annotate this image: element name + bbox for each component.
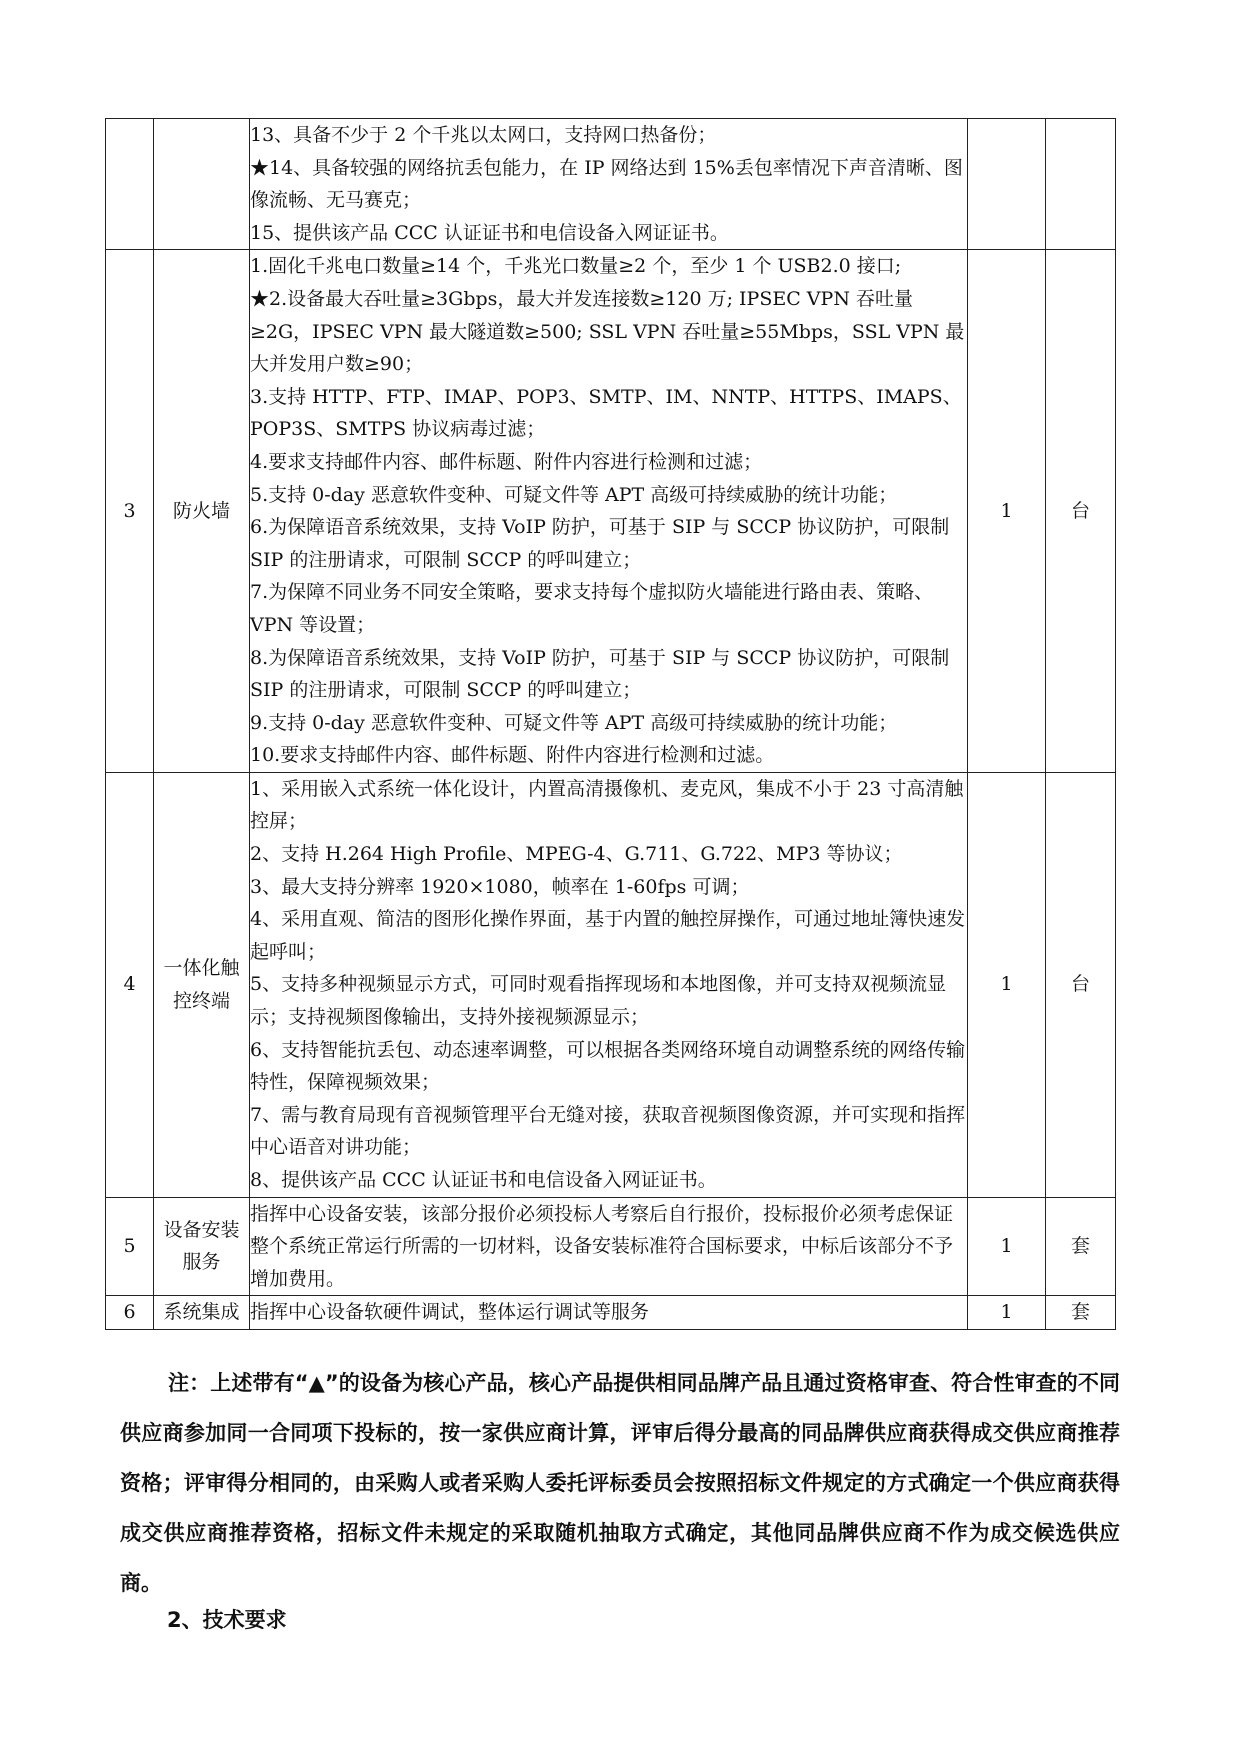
item-unit — [1046, 119, 1116, 250]
item-name — [154, 250, 250, 773]
item-name — [154, 1296, 250, 1330]
requirement-line: 指挥中心设备安装，该部分报价必须投标人考察后自行报价，投标报价必须考虑保证整个系统正常运行所需的一切材料，设备安装标准符合国标要求，中标后该部分不予增加费用。 — [250, 1202, 954, 1290]
requirement-line: 2、支持 H.264 High Profile、MPEG-4、G.711、G.722、MP3 等协议； — [250, 843, 903, 866]
item-number: 4 — [106, 772, 154, 1197]
requirement-line: 10.要求支持邮件内容、邮件标题、附件内容进行检测和过滤。 — [250, 744, 775, 767]
requirement-line: 9.支持 0-day 恶意软件变种、可疑文件等 APT 高级可持续威胁的统计功能； — [250, 711, 898, 734]
requirement-line: 8.为保障语音系统效果，支持 VoIP 防护，可基于 SIP 与 SCCP 协议防护，可限制 SIP 的注册请求，可限制 SCCP 的呼叫建立； — [250, 646, 950, 702]
item-quantity: 1 — [968, 1197, 1046, 1296]
item-quantity: 1 — [968, 1296, 1046, 1330]
requirement-line: 4.要求支持邮件内容、邮件标题、附件内容进行检测和过滤； — [250, 450, 763, 473]
item-requirements — [250, 119, 968, 250]
item-quantity: 1 — [968, 250, 1046, 773]
item-unit: 套 — [1046, 1197, 1116, 1296]
requirement-line: 4、采用直观、简洁的图形化操作界面，基于内置的触控屏操作，可通过地址簿快速发起呼叫； — [250, 908, 966, 963]
item-name-line: 系统集成 — [163, 1301, 240, 1324]
table-row — [106, 1296, 1116, 1330]
item-requirements — [250, 1296, 968, 1330]
item-name-line: 服务 — [182, 1251, 221, 1274]
requirement-line: 15、提供该产品 CCC 认证证书和电信设备入网证证书。 — [250, 221, 729, 244]
table-row — [106, 772, 1116, 1197]
item-requirements — [250, 772, 968, 1197]
item-quantity: 1 — [968, 772, 1046, 1197]
requirement-line: 8、提供该产品 CCC 认证证书和电信设备入网证证书。 — [250, 1169, 717, 1191]
item-name-line: 设备安装 — [163, 1218, 240, 1241]
requirement-line: 1.固化千兆电口数量≥14 个，千兆光口数量≥2 个，至少 1 个 USB2.0 接口; — [250, 255, 902, 278]
table-row — [106, 1197, 1116, 1296]
item-name-line: 一体化触 — [163, 957, 240, 980]
requirement-line: 3.支持 HTTP、FTP、IMAP、POP3、SMTP、IM、NNTP、HTTPS、IMAPS、POP3S、SMTPS 协议病毒过滤； — [250, 385, 962, 441]
item-requirements — [250, 250, 968, 773]
item-unit: 台 — [1046, 772, 1116, 1197]
requirement-line: 7、需与教育局现有音视频管理平台无缝对接，获取音视频图像资源，并可实现和指挥中心语音对讲功能； — [250, 1103, 966, 1159]
requirement-line: 3、最大支持分辨率 1920×1080，帧率在 1-60fps 可调； — [250, 875, 750, 898]
item-name — [154, 772, 250, 1197]
item-name — [154, 1197, 250, 1296]
item-name-line: 控终端 — [172, 989, 230, 1012]
core-product-note: 注：上述带有“▲”的设备为核心产品，核心产品提供相同品牌产品且通过资格审查、符合性审查的不同供应商参加同一合同项下投标的，按一家供应商计算，评审后得分最高的同品牌供应商获得成交供应商推荐资格；评审得分相同的，由采购人或者采购人委托评标委员会按照招标文件规定的方式确定一个供应商获得成交供应商推荐资格，招标文件未规定的采取随机抽取方式确定，其他同品牌供应商不作为成交候选供应商。 — [120, 1371, 1120, 1595]
section-heading: 2、技术要求 — [167, 1608, 287, 1632]
item-unit: 套 — [1046, 1296, 1116, 1330]
requirement-line: 1、采用嵌入式系统一体化设计，内置高清摄像机、麦克风，集成不小于 23 寸高清触控屏； — [250, 777, 964, 833]
equipment-spec-table — [105, 118, 1116, 1330]
requirement-line: 5、支持多种视频显示方式，可同时观看指挥现场和本地图像，并可支持双视频流显示；支持视频图像输出，支持外接视频源显示； — [250, 973, 947, 1029]
item-name-line: 防火墙 — [172, 499, 230, 522]
item-unit: 台 — [1046, 250, 1116, 773]
requirement-line: ★14、具备较强的网络抗丢包能力，在 IP 网络达到 15%丢包率情况下声音清晰、图像流畅、无马赛克； — [250, 156, 963, 212]
item-requirements — [250, 1197, 968, 1296]
item-name — [154, 119, 250, 250]
requirement-line: 6.为保障语音系统效果，支持 VoIP 防护，可基于 SIP 与 SCCP 协议防护，可限制 SIP 的注册请求，可限制 SCCP 的呼叫建立； — [250, 516, 950, 571]
item-number: 5 — [106, 1197, 154, 1296]
requirement-line: 13、具备不少于 2 个千兆以太网口，支持网口热备份； — [250, 124, 717, 146]
requirement-line: 5.支持 0-day 恶意软件变种、可疑文件等 APT 高级可持续威胁的统计功能； — [250, 483, 898, 506]
item-number: 3 — [106, 250, 154, 773]
table-row — [106, 119, 1116, 250]
requirement-line: 指挥中心设备软硬件调试，整体运行调试等服务 — [250, 1301, 650, 1324]
requirement-line: 6、支持智能抗丢包、动态速率调整，可以根据各类网络环境自动调整系统的网络传输特性，保障视频效果； — [250, 1038, 966, 1094]
requirement-line: 7.为保障不同业务不同安全策略，要求支持每个虚拟防火墙能进行路由表、策略、VPN 等设置； — [250, 581, 934, 636]
requirement-line: ★2.设备最大吞吐量≥3Gbps，最大并发连接数≥120 万; IPSEC VPN 吞吐量≥2G，IPSEC VPN 最大隧道数≥500; SSL VPN 吞吐量≥55Mbps，SSL VPN 最大并发用户数≥90； — [250, 287, 965, 376]
table-row — [106, 250, 1116, 773]
item-number — [106, 119, 154, 250]
spec-table-body — [106, 119, 1116, 1330]
item-number: 6 — [106, 1296, 154, 1330]
item-quantity — [968, 119, 1046, 250]
